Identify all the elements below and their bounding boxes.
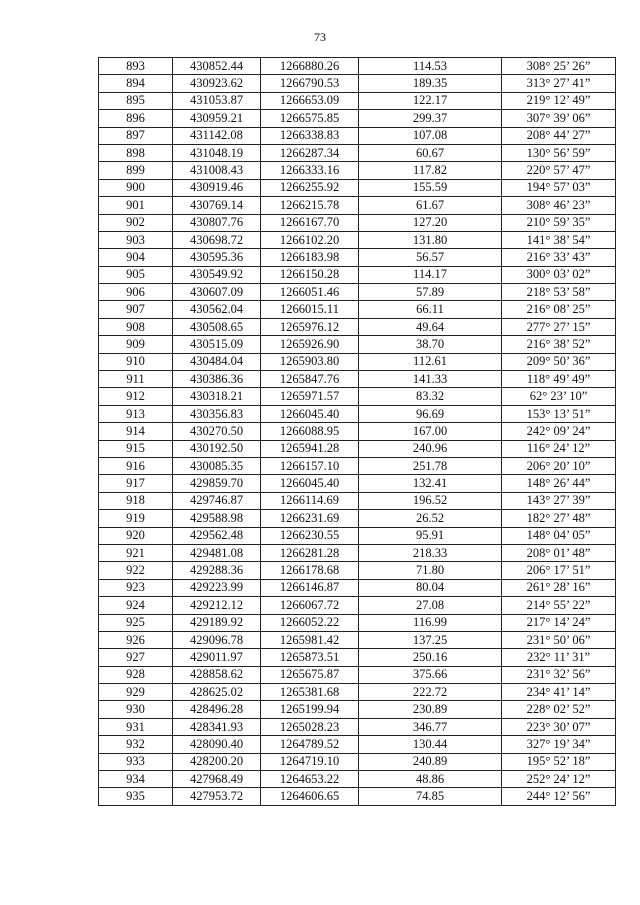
distance-cell: 346.77 bbox=[359, 718, 502, 735]
point-number-cell: 932 bbox=[99, 736, 173, 753]
x-coordinate-cell: 430549.92 bbox=[173, 266, 261, 283]
bearing-cell: 148° 26’ 44” bbox=[502, 475, 616, 492]
table-row bbox=[99, 510, 616, 527]
y-coordinate-cell: 1266575.85 bbox=[261, 110, 359, 127]
y-coordinate-cell: 1266051.46 bbox=[261, 284, 359, 301]
table-row bbox=[99, 562, 616, 579]
bearing-cell: 217° 14’ 24” bbox=[502, 614, 616, 631]
table-row bbox=[99, 127, 616, 144]
table-row bbox=[99, 423, 616, 440]
y-coordinate-cell: 1266045.40 bbox=[261, 475, 359, 492]
point-number-cell: 901 bbox=[99, 197, 173, 214]
distance-cell: 114.53 bbox=[359, 58, 502, 75]
distance-cell: 38.70 bbox=[359, 336, 502, 353]
table-row bbox=[99, 284, 616, 301]
x-coordinate-cell: 429189.92 bbox=[173, 614, 261, 631]
y-coordinate-cell: 1266015.11 bbox=[261, 301, 359, 318]
distance-cell: 116.99 bbox=[359, 614, 502, 631]
table-row bbox=[99, 544, 616, 561]
x-coordinate-cell: 430508.65 bbox=[173, 318, 261, 335]
point-number-cell: 916 bbox=[99, 457, 173, 474]
point-number-cell: 934 bbox=[99, 771, 173, 788]
x-coordinate-cell: 430807.76 bbox=[173, 214, 261, 231]
distance-cell: 96.69 bbox=[359, 405, 502, 422]
x-coordinate-cell: 430698.72 bbox=[173, 231, 261, 248]
bearing-cell: 216° 08’ 25” bbox=[502, 301, 616, 318]
point-number-cell: 921 bbox=[99, 544, 173, 561]
distance-cell: 56.57 bbox=[359, 249, 502, 266]
bearing-cell: 242° 09’ 24” bbox=[502, 423, 616, 440]
x-coordinate-cell: 428496.28 bbox=[173, 701, 261, 718]
point-number-cell: 933 bbox=[99, 753, 173, 770]
table-row bbox=[99, 371, 616, 388]
table-row bbox=[99, 110, 616, 127]
table-row bbox=[99, 197, 616, 214]
distance-cell: 137.25 bbox=[359, 631, 502, 648]
table-row bbox=[99, 405, 616, 422]
bearing-cell: 208° 01’ 48” bbox=[502, 544, 616, 561]
x-coordinate-cell: 427953.72 bbox=[173, 788, 261, 805]
bearing-cell: 218° 53’ 58” bbox=[502, 284, 616, 301]
table-row bbox=[99, 527, 616, 544]
point-number-cell: 935 bbox=[99, 788, 173, 805]
bearing-cell: 232° 11’ 31” bbox=[502, 649, 616, 666]
bearing-cell: 153° 13’ 51” bbox=[502, 405, 616, 422]
x-coordinate-cell: 430085.35 bbox=[173, 457, 261, 474]
distance-cell: 127.20 bbox=[359, 214, 502, 231]
bearing-cell: 206° 17’ 51” bbox=[502, 562, 616, 579]
bearing-cell: 244° 12’ 56” bbox=[502, 788, 616, 805]
point-number-cell: 914 bbox=[99, 423, 173, 440]
point-number-cell: 928 bbox=[99, 666, 173, 683]
point-number-cell: 904 bbox=[99, 249, 173, 266]
bearing-cell: 308° 25’ 26” bbox=[502, 58, 616, 75]
y-coordinate-cell: 1266183.98 bbox=[261, 249, 359, 266]
table-row bbox=[99, 666, 616, 683]
table-row bbox=[99, 58, 616, 75]
distance-cell: 74.85 bbox=[359, 788, 502, 805]
x-coordinate-cell: 430923.62 bbox=[173, 75, 261, 92]
y-coordinate-cell: 1266178.68 bbox=[261, 562, 359, 579]
point-number-cell: 903 bbox=[99, 231, 173, 248]
table-row bbox=[99, 75, 616, 92]
x-coordinate-cell: 428090.40 bbox=[173, 736, 261, 753]
bearing-cell: 194° 57’ 03” bbox=[502, 179, 616, 196]
x-coordinate-cell: 430607.09 bbox=[173, 284, 261, 301]
point-number-cell: 925 bbox=[99, 614, 173, 631]
y-coordinate-cell: 1265028.23 bbox=[261, 718, 359, 735]
point-number-cell: 907 bbox=[99, 301, 173, 318]
y-coordinate-cell: 1266790.53 bbox=[261, 75, 359, 92]
y-coordinate-cell: 1265675.87 bbox=[261, 666, 359, 683]
y-coordinate-cell: 1266287.34 bbox=[261, 144, 359, 161]
point-number-cell: 922 bbox=[99, 562, 173, 579]
x-coordinate-cell: 429588.98 bbox=[173, 510, 261, 527]
table-row bbox=[99, 457, 616, 474]
table-row bbox=[99, 318, 616, 335]
x-coordinate-cell: 430386.36 bbox=[173, 371, 261, 388]
table-row bbox=[99, 718, 616, 735]
bearing-cell: 210° 59’ 35” bbox=[502, 214, 616, 231]
bearing-cell: 277° 27’ 15” bbox=[502, 318, 616, 335]
table-row bbox=[99, 614, 616, 631]
distance-cell: 240.96 bbox=[359, 440, 502, 457]
y-coordinate-cell: 1265903.80 bbox=[261, 353, 359, 370]
point-number-cell: 910 bbox=[99, 353, 173, 370]
point-number-cell: 906 bbox=[99, 284, 173, 301]
y-coordinate-cell: 1266255.92 bbox=[261, 179, 359, 196]
table-row bbox=[99, 788, 616, 805]
distance-cell: 83.32 bbox=[359, 388, 502, 405]
bearing-cell: 116° 24’ 12” bbox=[502, 440, 616, 457]
y-coordinate-cell: 1266157.10 bbox=[261, 457, 359, 474]
bearing-cell: 216° 33’ 43” bbox=[502, 249, 616, 266]
x-coordinate-cell: 427968.49 bbox=[173, 771, 261, 788]
table-row bbox=[99, 301, 616, 318]
point-number-cell: 915 bbox=[99, 440, 173, 457]
bearing-cell: 252° 24’ 12” bbox=[502, 771, 616, 788]
point-number-cell: 898 bbox=[99, 144, 173, 161]
bearing-cell: 216° 38’ 52” bbox=[502, 336, 616, 353]
y-coordinate-cell: 1266338.83 bbox=[261, 127, 359, 144]
distance-cell: 49.64 bbox=[359, 318, 502, 335]
x-coordinate-cell: 431142.08 bbox=[173, 127, 261, 144]
distance-cell: 112.61 bbox=[359, 353, 502, 370]
y-coordinate-cell: 1266146.87 bbox=[261, 579, 359, 596]
x-coordinate-cell: 430270.50 bbox=[173, 423, 261, 440]
table-row bbox=[99, 353, 616, 370]
x-coordinate-cell: 430959.21 bbox=[173, 110, 261, 127]
y-coordinate-cell: 1266045.40 bbox=[261, 405, 359, 422]
x-coordinate-cell: 429859.70 bbox=[173, 475, 261, 492]
x-coordinate-cell: 428625.02 bbox=[173, 684, 261, 701]
bearing-cell: 307° 39’ 06” bbox=[502, 110, 616, 127]
bearing-cell: 327° 19’ 34” bbox=[502, 736, 616, 753]
bearing-cell: 118° 49’ 49” bbox=[502, 371, 616, 388]
point-number-cell: 894 bbox=[99, 75, 173, 92]
y-coordinate-cell: 1265976.12 bbox=[261, 318, 359, 335]
x-coordinate-cell: 429562.48 bbox=[173, 527, 261, 544]
table-row bbox=[99, 144, 616, 161]
point-number-cell: 896 bbox=[99, 110, 173, 127]
point-number-cell: 913 bbox=[99, 405, 173, 422]
bearing-cell: 300° 03’ 02” bbox=[502, 266, 616, 283]
x-coordinate-cell: 429223.99 bbox=[173, 579, 261, 596]
y-coordinate-cell: 1265873.51 bbox=[261, 649, 359, 666]
y-coordinate-cell: 1266150.28 bbox=[261, 266, 359, 283]
table-row bbox=[99, 631, 616, 648]
distance-cell: 196.52 bbox=[359, 492, 502, 509]
x-coordinate-cell: 430318.21 bbox=[173, 388, 261, 405]
distance-cell: 114.17 bbox=[359, 266, 502, 283]
table-row bbox=[99, 336, 616, 353]
y-coordinate-cell: 1265381.68 bbox=[261, 684, 359, 701]
x-coordinate-cell: 430595.36 bbox=[173, 249, 261, 266]
y-coordinate-cell: 1264653.22 bbox=[261, 771, 359, 788]
distance-cell: 218.33 bbox=[359, 544, 502, 561]
distance-cell: 250.16 bbox=[359, 649, 502, 666]
x-coordinate-cell: 431048.19 bbox=[173, 144, 261, 161]
distance-cell: 299.37 bbox=[359, 110, 502, 127]
distance-cell: 117.82 bbox=[359, 162, 502, 179]
bearing-cell: 261° 28’ 16” bbox=[502, 579, 616, 596]
y-coordinate-cell: 1266114.69 bbox=[261, 492, 359, 509]
point-number-cell: 920 bbox=[99, 527, 173, 544]
coordinate-table bbox=[98, 57, 616, 806]
bearing-cell: 206° 20’ 10” bbox=[502, 457, 616, 474]
y-coordinate-cell: 1264606.65 bbox=[261, 788, 359, 805]
table-row bbox=[99, 92, 616, 109]
point-number-cell: 917 bbox=[99, 475, 173, 492]
point-number-cell: 902 bbox=[99, 214, 173, 231]
distance-cell: 167.00 bbox=[359, 423, 502, 440]
distance-cell: 251.78 bbox=[359, 457, 502, 474]
distance-cell: 107.08 bbox=[359, 127, 502, 144]
point-number-cell: 919 bbox=[99, 510, 173, 527]
point-number-cell: 909 bbox=[99, 336, 173, 353]
y-coordinate-cell: 1266281.28 bbox=[261, 544, 359, 561]
bearing-cell: 195° 52’ 18” bbox=[502, 753, 616, 770]
table-row bbox=[99, 266, 616, 283]
table-row bbox=[99, 684, 616, 701]
bearing-cell: 228° 02’ 52” bbox=[502, 701, 616, 718]
point-number-cell: 899 bbox=[99, 162, 173, 179]
page-number: 73 bbox=[314, 30, 326, 44]
distance-cell: 57.89 bbox=[359, 284, 502, 301]
distance-cell: 122.17 bbox=[359, 92, 502, 109]
bearing-cell: 234° 41’ 14” bbox=[502, 684, 616, 701]
x-coordinate-cell: 429288.36 bbox=[173, 562, 261, 579]
point-number-cell: 912 bbox=[99, 388, 173, 405]
distance-cell: 132.41 bbox=[359, 475, 502, 492]
bearing-cell: 62° 23’ 10” bbox=[502, 388, 616, 405]
table-row bbox=[99, 231, 616, 248]
x-coordinate-cell: 430484.04 bbox=[173, 353, 261, 370]
y-coordinate-cell: 1266231.69 bbox=[261, 510, 359, 527]
table-row bbox=[99, 701, 616, 718]
table-row bbox=[99, 492, 616, 509]
y-coordinate-cell: 1266102.20 bbox=[261, 231, 359, 248]
y-coordinate-cell: 1265981.42 bbox=[261, 631, 359, 648]
table-row bbox=[99, 579, 616, 596]
x-coordinate-cell: 429746.87 bbox=[173, 492, 261, 509]
table-row bbox=[99, 771, 616, 788]
point-number-cell: 924 bbox=[99, 597, 173, 614]
table-body bbox=[99, 58, 616, 806]
table-row bbox=[99, 388, 616, 405]
bearing-cell: 209° 50’ 36” bbox=[502, 353, 616, 370]
y-coordinate-cell: 1264789.52 bbox=[261, 736, 359, 753]
y-coordinate-cell: 1266333.16 bbox=[261, 162, 359, 179]
y-coordinate-cell: 1266880.26 bbox=[261, 58, 359, 75]
table-row bbox=[99, 597, 616, 614]
bearing-cell: 231° 50’ 06” bbox=[502, 631, 616, 648]
bearing-cell: 223° 30’ 07” bbox=[502, 718, 616, 735]
x-coordinate-cell: 431053.87 bbox=[173, 92, 261, 109]
y-coordinate-cell: 1265971.57 bbox=[261, 388, 359, 405]
y-coordinate-cell: 1266215.78 bbox=[261, 197, 359, 214]
distance-cell: 230.89 bbox=[359, 701, 502, 718]
x-coordinate-cell: 429096.78 bbox=[173, 631, 261, 648]
bearing-cell: 143° 27’ 39” bbox=[502, 492, 616, 509]
point-number-cell: 893 bbox=[99, 58, 173, 75]
x-coordinate-cell: 430356.83 bbox=[173, 405, 261, 422]
distance-cell: 60.67 bbox=[359, 144, 502, 161]
bearing-cell: 313° 27’ 41” bbox=[502, 75, 616, 92]
table-row bbox=[99, 440, 616, 457]
point-number-cell: 900 bbox=[99, 179, 173, 196]
point-number-cell: 918 bbox=[99, 492, 173, 509]
x-coordinate-cell: 431008.43 bbox=[173, 162, 261, 179]
x-coordinate-cell: 428858.62 bbox=[173, 666, 261, 683]
table-row bbox=[99, 736, 616, 753]
point-number-cell: 930 bbox=[99, 701, 173, 718]
bearing-cell: 231° 32’ 56” bbox=[502, 666, 616, 683]
table-row bbox=[99, 249, 616, 266]
x-coordinate-cell: 430192.50 bbox=[173, 440, 261, 457]
point-number-cell: 926 bbox=[99, 631, 173, 648]
y-coordinate-cell: 1264719.10 bbox=[261, 753, 359, 770]
distance-cell: 130.44 bbox=[359, 736, 502, 753]
distance-cell: 48.86 bbox=[359, 771, 502, 788]
point-number-cell: 895 bbox=[99, 92, 173, 109]
x-coordinate-cell: 428341.93 bbox=[173, 718, 261, 735]
y-coordinate-cell: 1266052.22 bbox=[261, 614, 359, 631]
y-coordinate-cell: 1266230.55 bbox=[261, 527, 359, 544]
x-coordinate-cell: 429481.08 bbox=[173, 544, 261, 561]
point-number-cell: 923 bbox=[99, 579, 173, 596]
distance-cell: 155.59 bbox=[359, 179, 502, 196]
bearing-cell: 130° 56’ 59” bbox=[502, 144, 616, 161]
bearing-cell: 148° 04’ 05” bbox=[502, 527, 616, 544]
point-number-cell: 931 bbox=[99, 718, 173, 735]
distance-cell: 95.91 bbox=[359, 527, 502, 544]
y-coordinate-cell: 1266088.95 bbox=[261, 423, 359, 440]
distance-cell: 141.33 bbox=[359, 371, 502, 388]
distance-cell: 240.89 bbox=[359, 753, 502, 770]
y-coordinate-cell: 1266653.09 bbox=[261, 92, 359, 109]
bearing-cell: 219° 12’ 49” bbox=[502, 92, 616, 109]
point-number-cell: 905 bbox=[99, 266, 173, 283]
table-row bbox=[99, 214, 616, 231]
x-coordinate-cell: 429212.12 bbox=[173, 597, 261, 614]
distance-cell: 131.80 bbox=[359, 231, 502, 248]
x-coordinate-cell: 430769.14 bbox=[173, 197, 261, 214]
point-number-cell: 927 bbox=[99, 649, 173, 666]
bearing-cell: 141° 38’ 54” bbox=[502, 231, 616, 248]
bearing-cell: 220° 57’ 47” bbox=[502, 162, 616, 179]
bearing-cell: 214° 55’ 22” bbox=[502, 597, 616, 614]
distance-cell: 375.66 bbox=[359, 666, 502, 683]
distance-cell: 61.67 bbox=[359, 197, 502, 214]
distance-cell: 222.72 bbox=[359, 684, 502, 701]
distance-cell: 66.11 bbox=[359, 301, 502, 318]
table-row bbox=[99, 162, 616, 179]
point-number-cell: 929 bbox=[99, 684, 173, 701]
point-number-cell: 911 bbox=[99, 371, 173, 388]
y-coordinate-cell: 1266167.70 bbox=[261, 214, 359, 231]
y-coordinate-cell: 1265926.90 bbox=[261, 336, 359, 353]
distance-cell: 71.80 bbox=[359, 562, 502, 579]
point-number-cell: 897 bbox=[99, 127, 173, 144]
table-row bbox=[99, 753, 616, 770]
x-coordinate-cell: 430919.46 bbox=[173, 179, 261, 196]
x-coordinate-cell: 430562.04 bbox=[173, 301, 261, 318]
x-coordinate-cell: 428200.20 bbox=[173, 753, 261, 770]
distance-cell: 80.04 bbox=[359, 579, 502, 596]
distance-cell: 27.08 bbox=[359, 597, 502, 614]
x-coordinate-cell: 430515.09 bbox=[173, 336, 261, 353]
table-row bbox=[99, 179, 616, 196]
y-coordinate-cell: 1265847.76 bbox=[261, 371, 359, 388]
x-coordinate-cell: 429011.97 bbox=[173, 649, 261, 666]
point-number-cell: 908 bbox=[99, 318, 173, 335]
bearing-cell: 208° 44’ 27” bbox=[502, 127, 616, 144]
bearing-cell: 182° 27’ 48” bbox=[502, 510, 616, 527]
y-coordinate-cell: 1266067.72 bbox=[261, 597, 359, 614]
table-row bbox=[99, 649, 616, 666]
y-coordinate-cell: 1265199.94 bbox=[261, 701, 359, 718]
table-row bbox=[99, 475, 616, 492]
x-coordinate-cell: 430852.44 bbox=[173, 58, 261, 75]
bearing-cell: 308° 46’ 23” bbox=[502, 197, 616, 214]
y-coordinate-cell: 1265941.28 bbox=[261, 440, 359, 457]
distance-cell: 189.35 bbox=[359, 75, 502, 92]
distance-cell: 26.52 bbox=[359, 510, 502, 527]
